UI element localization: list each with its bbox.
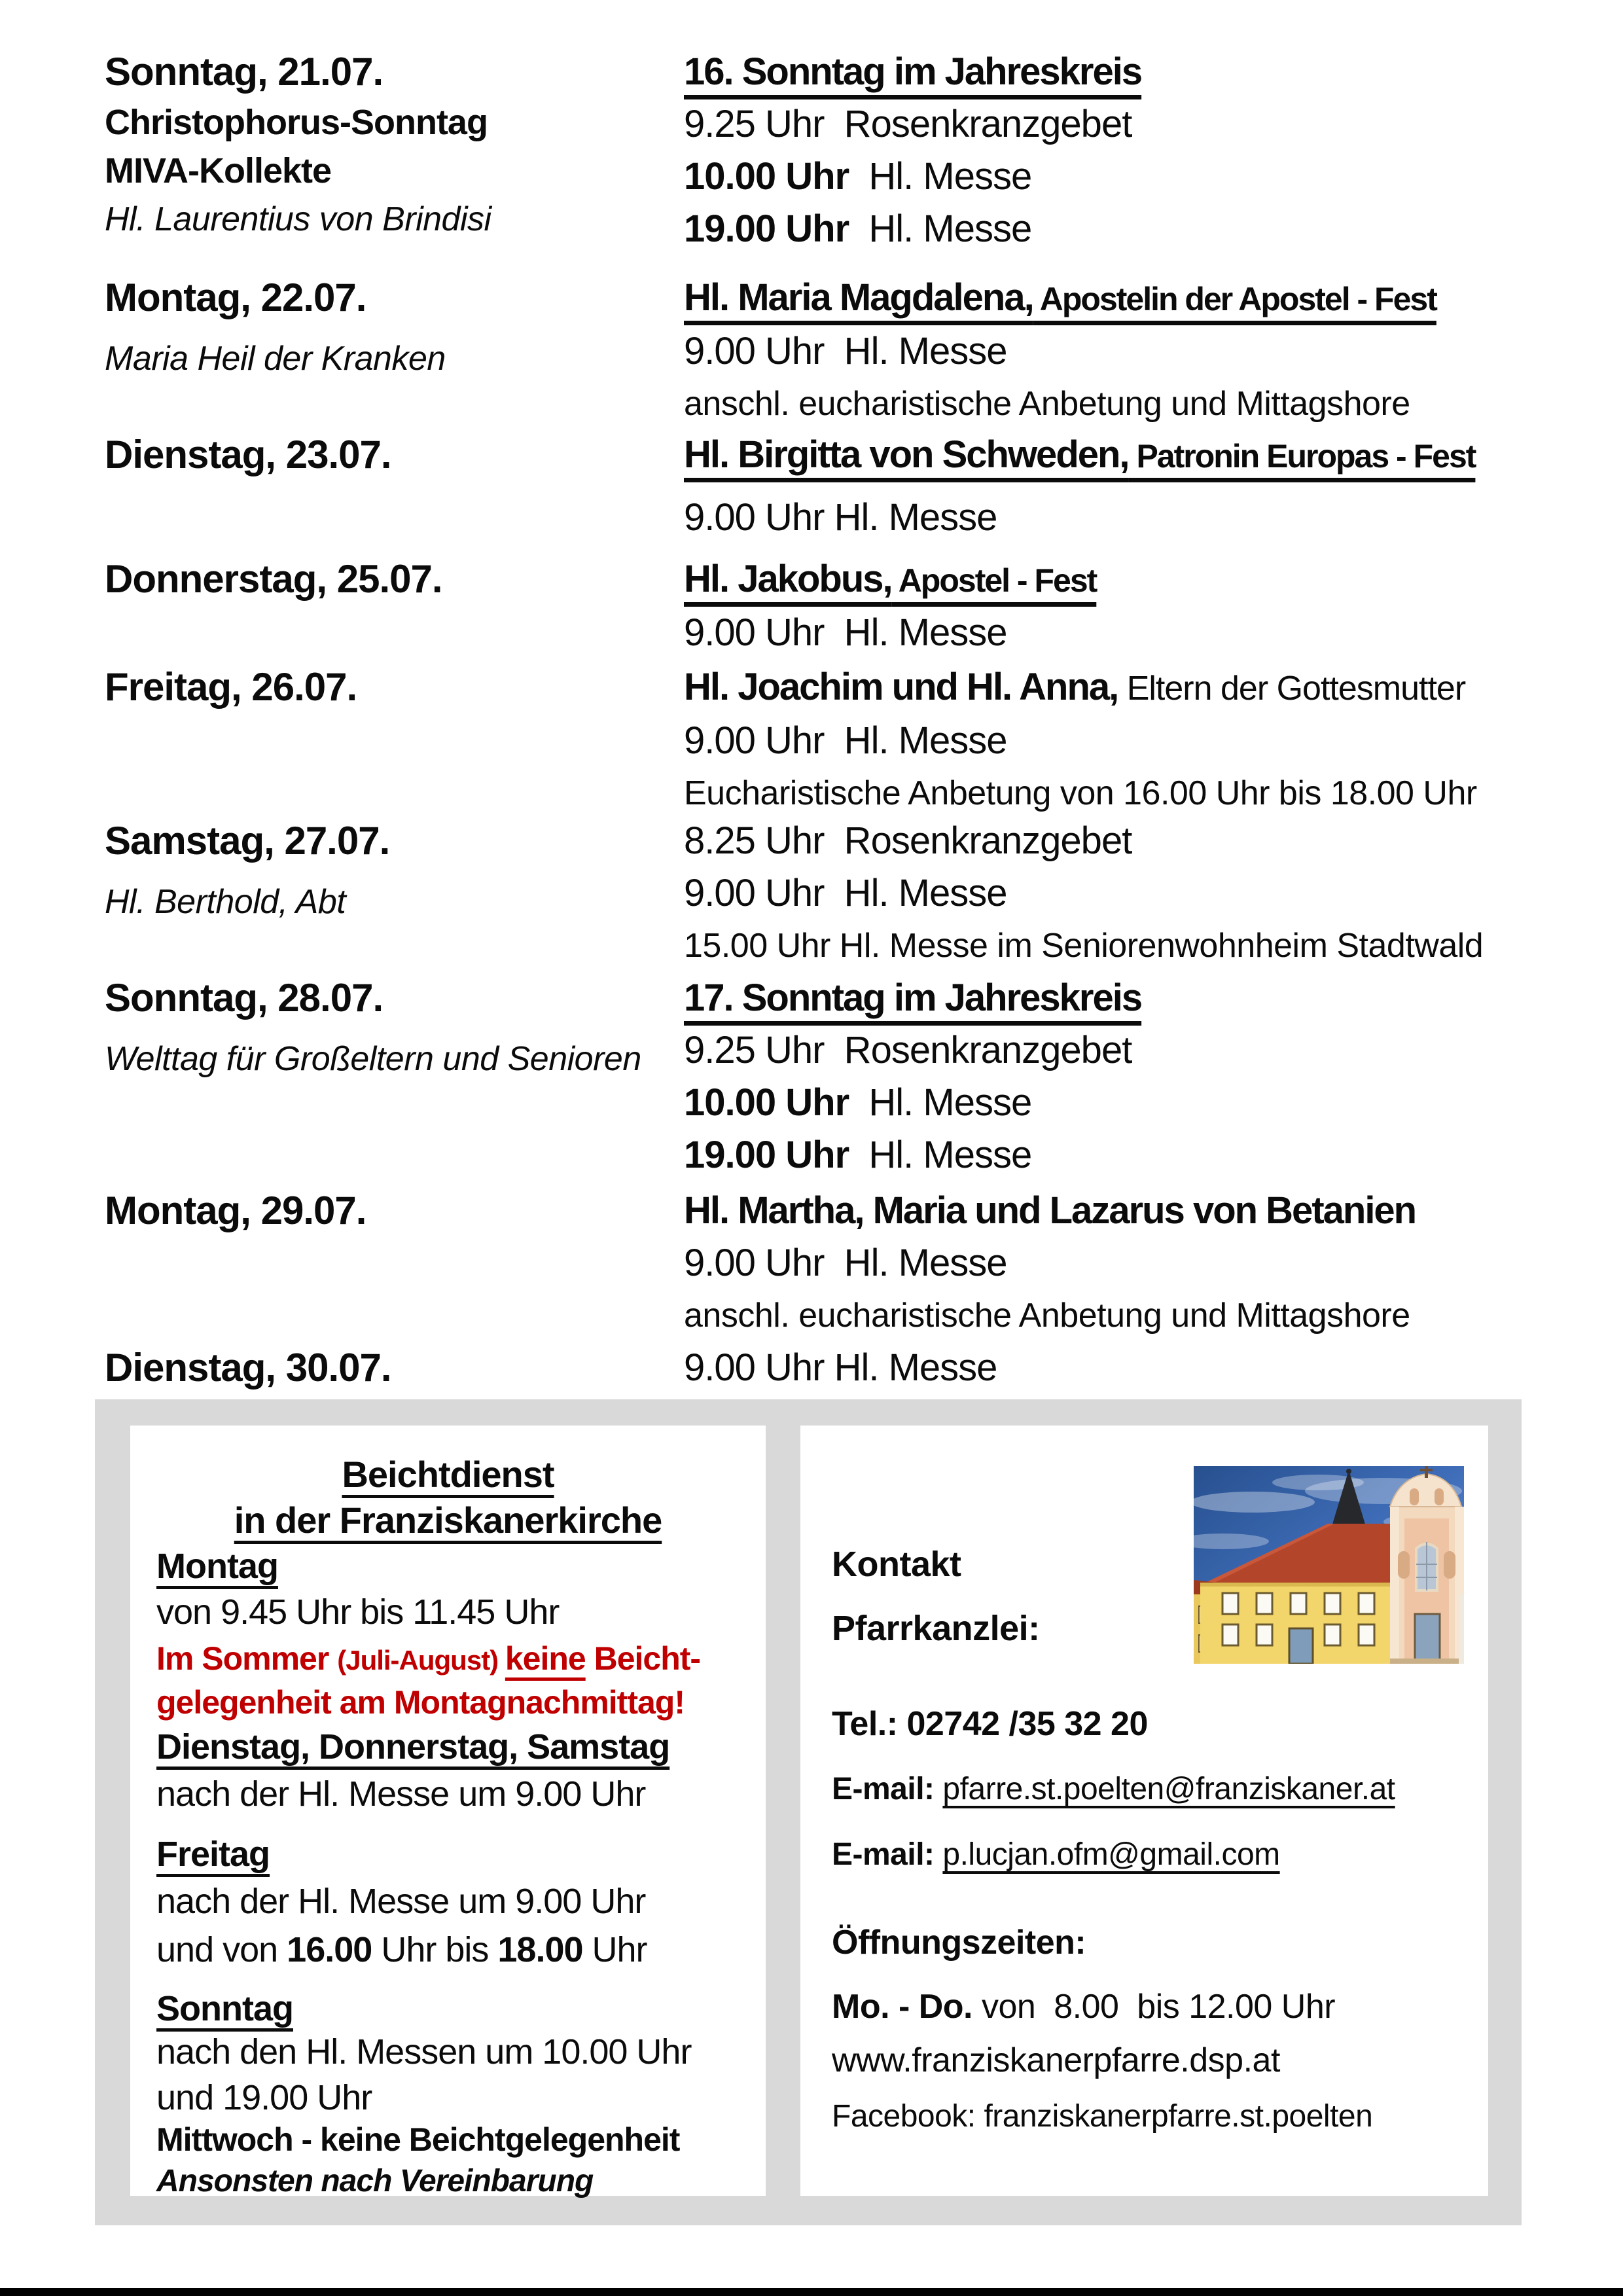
feast-heading: Hl. Martha, Maria und Lazarus von Betanien	[684, 1189, 1416, 1232]
event-line: 9.00 Uhr Hl. Messe	[684, 1242, 1007, 1284]
confession-friday-label: Freitag	[156, 1835, 270, 1874]
event-line: 9.00 Uhr Hl. Messe	[684, 1346, 997, 1389]
row-date: Montag, 22.07.	[105, 276, 366, 319]
confession-tds-time: nach der Hl. Messe um 9.00 Uhr	[156, 1774, 646, 1814]
event-line: Eucharistische Anbetung von 16.00 Uhr bis 18.00 Uhr	[684, 774, 1477, 812]
hours-line: Mo. - Do. von 8.00 bis 12.00 Uhr	[832, 1988, 1336, 2026]
event-line: 19.00 Uhr Hl. Messe	[684, 207, 1032, 250]
contact-heading: Kontakt	[832, 1545, 961, 1584]
confession-sunday-label: Sonntag	[156, 1989, 293, 2028]
event-line: anschl. eucharistische Anbetung und Mittagshore	[684, 385, 1410, 423]
contact-box	[800, 1426, 1488, 2196]
email-line: E-mail: p.lucjan.ofm@gmail.com	[832, 1837, 1280, 1872]
footer-band	[95, 1399, 1522, 2225]
phone-line: Tel.: 02742 /35 32 20	[832, 1705, 1148, 1743]
row-date: Sonntag, 21.07.	[105, 50, 383, 94]
row-note: Christophorus-Sonntag	[105, 103, 488, 142]
row-date: Donnerstag, 25.07.	[105, 557, 442, 601]
feast-heading: Hl. Birgitta von Schweden, Patronin Europas - Fest	[684, 433, 1476, 476]
confession-box	[130, 1426, 766, 2196]
event-line: anschl. eucharistische Anbetung und Mittagshore	[684, 1297, 1410, 1335]
office-label: Pfarrkanzlei:	[832, 1609, 1040, 1648]
event-line: 10.00 Uhr Hl. Messe	[684, 1081, 1032, 1124]
confession-summer-note-2: gelegenheit am Montagnachmittag!	[156, 1684, 685, 1721]
confession-wednesday-note: Mittwoch - keine Beichtgelegenheit	[156, 2121, 680, 2158]
confession-friday-time-2: und von 16.00 Uhr bis 18.00 Uhr	[156, 1930, 647, 1969]
page-bottom-bar	[0, 2288, 1623, 2296]
feast-heading: Hl. Joachim und Hl. Anna, Eltern der Gottesmutter	[684, 666, 1466, 708]
franziskanerkirche-photo	[1194, 1466, 1464, 1664]
confession-friday-time: nach der Hl. Messe um 9.00 Uhr	[156, 1882, 646, 1921]
event-line: 19.00 Uhr Hl. Messe	[684, 1134, 1032, 1176]
hours-label: Öffnungszeiten:	[832, 1924, 1086, 1962]
row-saint: Hl. Berthold, Abt	[105, 883, 346, 921]
row-saint: Hl. Laurentius von Brindisi	[105, 200, 491, 238]
event-line: 15.00 Uhr Hl. Messe im Seniorenwohnheim Stadtwald	[684, 927, 1484, 965]
row-date: Dienstag, 23.07.	[105, 433, 391, 476]
confession-summer-note: Im Sommer (Juli-August) keine Beicht-	[156, 1640, 701, 1677]
confession-monday-time: von 9.45 Uhr bis 11.45 Uhr	[156, 1592, 560, 1632]
feast-heading: Hl. Jakobus, Apostel - Fest	[684, 558, 1097, 600]
feast-heading: Hl. Maria Magdalena, Apostelin der Apostel - Fest	[684, 276, 1436, 319]
confession-title-2: in der Franziskanerkirche	[234, 1499, 662, 1541]
feast-heading: 16. Sonntag im Jahreskreis	[684, 50, 1142, 93]
row-date: Sonntag, 28.07.	[105, 976, 383, 1020]
row-date: Montag, 29.07.	[105, 1189, 366, 1232]
event-line: 10.00 Uhr Hl. Messe	[684, 155, 1032, 198]
facebook-line: Facebook: franziskanerpfarre.st.poelten	[832, 2099, 1373, 2134]
website-line: www.franziskanerpfarre.dsp.at	[832, 2041, 1280, 2079]
event-line: 9.00 Uhr Hl. Messe	[684, 496, 997, 539]
event-line: 9.00 Uhr Hl. Messe	[684, 611, 1007, 654]
email-line: E-mail: pfarre.st.poelten@franziskaner.at	[832, 1772, 1395, 1806]
row-note: MIVA-Kollekte	[105, 151, 332, 190]
feast-heading: 17. Sonntag im Jahreskreis	[684, 977, 1142, 1019]
confession-sunday-time: nach den Hl. Messen um 10.00 Uhr	[156, 2032, 692, 2072]
confession-tds-label: Dienstag, Donnerstag, Samstag	[156, 1727, 670, 1767]
confession-sunday-time-2: und 19.00 Uhr	[156, 2078, 372, 2117]
row-saint: Maria Heil der Kranken	[105, 340, 446, 378]
row-date: Freitag, 26.07.	[105, 665, 357, 709]
event-line: 9.00 Uhr Hl. Messe	[684, 872, 1007, 914]
email-link[interactable]: p.lucjan.ofm@gmail.com	[942, 1837, 1280, 1872]
confession-other-note: Ansonsten nach Vereinbarung	[156, 2164, 594, 2198]
event-line: 9.25 Uhr Rosenkranzgebet	[684, 103, 1132, 145]
confession-monday-label: Montag	[156, 1547, 278, 1586]
confession-title: Beichtdienst	[342, 1454, 554, 1495]
event-line: 9.00 Uhr Hl. Messe	[684, 719, 1007, 762]
row-date: Dienstag, 30.07.	[105, 1346, 391, 1390]
event-line: 9.00 Uhr Hl. Messe	[684, 330, 1007, 372]
event-line: 9.25 Uhr Rosenkranzgebet	[684, 1029, 1132, 1071]
row-date: Samstag, 27.07.	[105, 819, 390, 863]
row-saint: Welttag für Großeltern und Senioren	[105, 1040, 641, 1078]
email-link[interactable]: pfarre.st.poelten@franziskaner.at	[942, 1772, 1395, 1806]
event-line: 8.25 Uhr Rosenkranzgebet	[684, 819, 1132, 862]
